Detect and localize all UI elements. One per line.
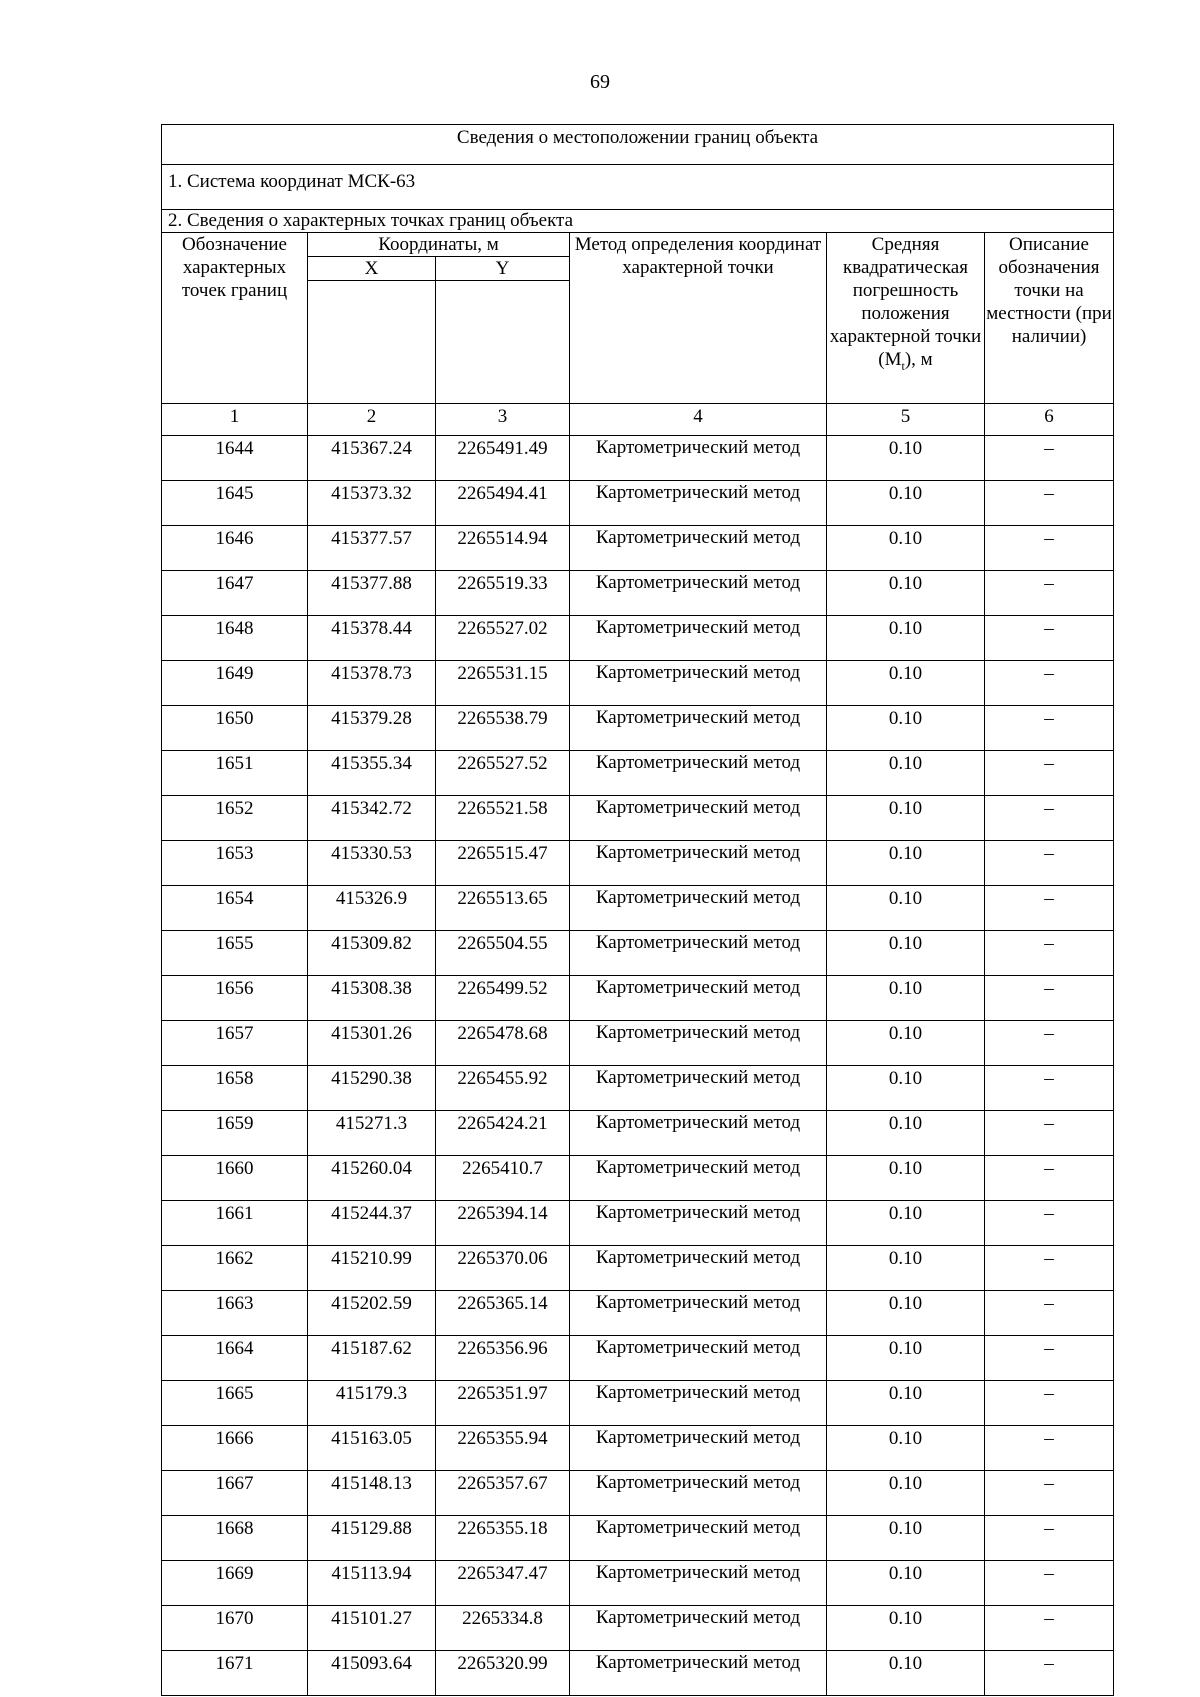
method-cell: Картометрический метод bbox=[570, 1561, 827, 1606]
header-x-spacer bbox=[308, 281, 436, 404]
description-cell: – bbox=[985, 1201, 1114, 1246]
point-number: 1651 bbox=[162, 751, 308, 796]
coord-y: 2265370.06 bbox=[436, 1246, 570, 1291]
coord-x: 415342.72 bbox=[308, 796, 436, 841]
subscript-t: t bbox=[901, 358, 905, 373]
table-row bbox=[162, 706, 1114, 751]
point-number: 1670 bbox=[162, 1606, 308, 1651]
coord-x: 415378.44 bbox=[308, 616, 436, 661]
coord-y: 2265478.68 bbox=[436, 1021, 570, 1066]
method-cell: Картометрический метод bbox=[570, 436, 827, 481]
point-number: 1644 bbox=[162, 436, 308, 481]
coord-y: 2265527.52 bbox=[436, 751, 570, 796]
description-cell: – bbox=[985, 976, 1114, 1021]
method-cell: Картометрический метод bbox=[570, 1291, 827, 1336]
coord-x: 415290.38 bbox=[308, 1066, 436, 1111]
coord-x: 415101.27 bbox=[308, 1606, 436, 1651]
table-row bbox=[162, 1381, 1114, 1426]
point-number: 1667 bbox=[162, 1471, 308, 1516]
coord-y: 2265521.58 bbox=[436, 796, 570, 841]
point-number: 1657 bbox=[162, 1021, 308, 1066]
description-cell: – bbox=[985, 436, 1114, 481]
coordinate-system-row bbox=[162, 165, 1114, 210]
error-cell: 0.10 bbox=[827, 796, 985, 841]
description-cell: – bbox=[985, 1156, 1114, 1201]
table-row bbox=[162, 1291, 1114, 1336]
error-cell: 0.10 bbox=[827, 1336, 985, 1381]
header-x: X bbox=[308, 257, 436, 281]
description-cell: – bbox=[985, 481, 1114, 526]
table-row bbox=[162, 1336, 1114, 1381]
method-cell: Картометрический метод bbox=[570, 1516, 827, 1561]
error-cell: 0.10 bbox=[827, 706, 985, 751]
point-number: 1665 bbox=[162, 1381, 308, 1426]
point-number: 1659 bbox=[162, 1111, 308, 1156]
coord-x: 415377.88 bbox=[308, 571, 436, 616]
description-cell: – bbox=[985, 841, 1114, 886]
coord-x: 415129.88 bbox=[308, 1516, 436, 1561]
point-number: 1648 bbox=[162, 616, 308, 661]
error-cell: 0.10 bbox=[827, 751, 985, 796]
header-error: Средняя квадратическая погрешность положения характерной точки $(M_t)$, м bbox=[827, 233, 985, 404]
error-cell: 0.10 bbox=[827, 1426, 985, 1471]
error-cell: 0.10 bbox=[827, 526, 985, 571]
method-cell: Картометрический метод bbox=[570, 1336, 827, 1381]
description-cell: – bbox=[985, 1471, 1114, 1516]
header-y-spacer bbox=[436, 281, 570, 404]
coord-y: 2265356.96 bbox=[436, 1336, 570, 1381]
method-cell: Картометрический метод bbox=[570, 1606, 827, 1651]
table-row bbox=[162, 1471, 1114, 1516]
description-cell: – bbox=[985, 571, 1114, 616]
point-number: 1649 bbox=[162, 661, 308, 706]
boundary-points-table bbox=[161, 124, 1114, 1696]
method-cell: Картометрический метод bbox=[570, 616, 827, 661]
description-cell: – bbox=[985, 886, 1114, 931]
page-number: 69 bbox=[590, 71, 610, 93]
point-number: 1654 bbox=[162, 886, 308, 931]
column-number: 4 bbox=[570, 404, 827, 436]
point-number: 1658 bbox=[162, 1066, 308, 1111]
point-number: 1661 bbox=[162, 1201, 308, 1246]
table-row bbox=[162, 1156, 1114, 1201]
coord-x: 415260.04 bbox=[308, 1156, 436, 1201]
coord-y: 2265347.47 bbox=[436, 1561, 570, 1606]
column-number: 6 bbox=[985, 404, 1114, 436]
point-number: 1660 bbox=[162, 1156, 308, 1201]
column-number: 5 bbox=[827, 404, 985, 436]
coord-y: 2265538.79 bbox=[436, 706, 570, 751]
coord-x: 415113.94 bbox=[308, 1561, 436, 1606]
description-cell: – bbox=[985, 1246, 1114, 1291]
error-cell: 0.10 bbox=[827, 886, 985, 931]
description-cell: – bbox=[985, 1291, 1114, 1336]
error-cell: 0.10 bbox=[827, 1246, 985, 1291]
coord-x: 415271.3 bbox=[308, 1111, 436, 1156]
table-row bbox=[162, 1426, 1114, 1471]
error-cell: 0.10 bbox=[827, 1156, 985, 1201]
header-y: Y bbox=[436, 257, 570, 281]
error-cell: 0.10 bbox=[827, 436, 985, 481]
coord-x: 415308.38 bbox=[308, 976, 436, 1021]
coord-y: 2265527.02 bbox=[436, 616, 570, 661]
description-cell: – bbox=[985, 616, 1114, 661]
table-title: Сведения о местоположении границ объекта bbox=[162, 125, 1114, 165]
table-row bbox=[162, 976, 1114, 1021]
error-cell: 0.10 bbox=[827, 1201, 985, 1246]
point-number: 1669 bbox=[162, 1561, 308, 1606]
method-cell: Картометрический метод bbox=[570, 661, 827, 706]
method-cell: Картометрический метод bbox=[570, 1471, 827, 1516]
table-row bbox=[162, 931, 1114, 976]
error-cell: 0.10 bbox=[827, 976, 985, 1021]
coord-x: 415244.37 bbox=[308, 1201, 436, 1246]
error-cell: 0.10 bbox=[827, 1561, 985, 1606]
point-number: 1671 bbox=[162, 1651, 308, 1696]
table-row bbox=[162, 1111, 1114, 1156]
error-cell: 0.10 bbox=[827, 841, 985, 886]
column-number: 2 bbox=[308, 404, 436, 436]
method-cell: Картометрический метод bbox=[570, 1066, 827, 1111]
coordinate-system: 1. Система координат МСК-63 bbox=[162, 165, 1114, 210]
coord-y: 2265491.49 bbox=[436, 436, 570, 481]
description-cell: – bbox=[985, 931, 1114, 976]
coord-x: 415326.9 bbox=[308, 886, 436, 931]
coord-x: 415093.64 bbox=[308, 1651, 436, 1696]
coord-y: 2265355.94 bbox=[436, 1426, 570, 1471]
point-number: 1645 bbox=[162, 481, 308, 526]
error-cell: 0.10 bbox=[827, 1066, 985, 1111]
method-cell: Картометрический метод bbox=[570, 1111, 827, 1156]
method-cell: Картометрический метод bbox=[570, 796, 827, 841]
error-cell: 0.10 bbox=[827, 1471, 985, 1516]
coord-y: 2265357.67 bbox=[436, 1471, 570, 1516]
description-cell: – bbox=[985, 1426, 1114, 1471]
description-cell: – bbox=[985, 1516, 1114, 1561]
table-row bbox=[162, 1561, 1114, 1606]
table-row bbox=[162, 571, 1114, 616]
table-row bbox=[162, 526, 1114, 571]
column-number: 1 bbox=[162, 404, 308, 436]
method-cell: Картометрический метод bbox=[570, 1246, 827, 1291]
table-row bbox=[162, 436, 1114, 481]
table-row bbox=[162, 751, 1114, 796]
point-number: 1656 bbox=[162, 976, 308, 1021]
coord-x: 415187.62 bbox=[308, 1336, 436, 1381]
description-cell: – bbox=[985, 1606, 1114, 1651]
error-cell: 0.10 bbox=[827, 1021, 985, 1066]
point-number: 1650 bbox=[162, 706, 308, 751]
coord-x: 415179.3 bbox=[308, 1381, 436, 1426]
coord-x: 415373.32 bbox=[308, 481, 436, 526]
error-cell: 0.10 bbox=[827, 661, 985, 706]
description-cell: – bbox=[985, 1651, 1114, 1696]
coord-x: 415330.53 bbox=[308, 841, 436, 886]
description-cell: – bbox=[985, 1021, 1114, 1066]
method-cell: Картометрический метод bbox=[570, 526, 827, 571]
description-cell: – bbox=[985, 526, 1114, 571]
point-number: 1646 bbox=[162, 526, 308, 571]
error-cell: 0.10 bbox=[827, 481, 985, 526]
point-number: 1655 bbox=[162, 931, 308, 976]
method-cell: Картометрический метод bbox=[570, 1156, 827, 1201]
description-cell: – bbox=[985, 751, 1114, 796]
coord-y: 2265514.94 bbox=[436, 526, 570, 571]
table-row bbox=[162, 841, 1114, 886]
coord-y: 2265424.21 bbox=[436, 1111, 570, 1156]
description-cell: – bbox=[985, 1066, 1114, 1111]
coord-y: 2265355.18 bbox=[436, 1516, 570, 1561]
coord-y: 2265394.14 bbox=[436, 1201, 570, 1246]
description-cell: – bbox=[985, 706, 1114, 751]
coord-y: 2265320.99 bbox=[436, 1651, 570, 1696]
coord-y: 2265494.41 bbox=[436, 481, 570, 526]
table-row bbox=[162, 1246, 1114, 1291]
error-cell: 0.10 bbox=[827, 1606, 985, 1651]
method-cell: Картометрический метод bbox=[570, 1021, 827, 1066]
description-cell: – bbox=[985, 1336, 1114, 1381]
coord-x: 415202.59 bbox=[308, 1291, 436, 1336]
coord-x: 415210.99 bbox=[308, 1246, 436, 1291]
table-row bbox=[162, 1651, 1114, 1696]
table-row bbox=[162, 661, 1114, 706]
point-number: 1663 bbox=[162, 1291, 308, 1336]
description-cell: – bbox=[985, 1111, 1114, 1156]
column-number: 3 bbox=[436, 404, 570, 436]
table-row bbox=[162, 1021, 1114, 1066]
table-row bbox=[162, 1066, 1114, 1111]
method-cell: Картометрический метод bbox=[570, 571, 827, 616]
error-cell: 0.10 bbox=[827, 1111, 985, 1156]
coord-y: 2265410.7 bbox=[436, 1156, 570, 1201]
coord-y: 2265513.65 bbox=[436, 886, 570, 931]
description-cell: – bbox=[985, 796, 1114, 841]
error-cell: 0.10 bbox=[827, 571, 985, 616]
coord-x: 415355.34 bbox=[308, 751, 436, 796]
header-point-designation: Обозначение характерных точек границ bbox=[162, 233, 308, 404]
table-row bbox=[162, 616, 1114, 661]
header-row bbox=[162, 233, 1114, 257]
coord-y: 2265515.47 bbox=[436, 841, 570, 886]
error-cell: 0.10 bbox=[827, 1291, 985, 1336]
error-cell: 0.10 bbox=[827, 1516, 985, 1561]
point-number: 1664 bbox=[162, 1336, 308, 1381]
method-cell: Картометрический метод bbox=[570, 841, 827, 886]
point-number: 1668 bbox=[162, 1516, 308, 1561]
coord-y: 2265365.14 bbox=[436, 1291, 570, 1336]
coord-x: 415377.57 bbox=[308, 526, 436, 571]
header-method: Метод определения координат характерной точки bbox=[570, 233, 827, 404]
table-row bbox=[162, 796, 1114, 841]
method-cell: Картометрический метод bbox=[570, 1381, 827, 1426]
coord-y: 2265531.15 bbox=[436, 661, 570, 706]
table-row bbox=[162, 886, 1114, 931]
coord-x: 415163.05 bbox=[308, 1426, 436, 1471]
coord-x: 415367.24 bbox=[308, 436, 436, 481]
method-cell: Картометрический метод bbox=[570, 1651, 827, 1696]
error-cell: 0.10 bbox=[827, 1381, 985, 1426]
error-cell: 0.10 bbox=[827, 616, 985, 661]
description-cell: – bbox=[985, 1561, 1114, 1606]
header-description: Описание обозначения точки на местности (при наличии) bbox=[985, 233, 1114, 404]
coord-y: 2265504.55 bbox=[436, 931, 570, 976]
error-cell: 0.10 bbox=[827, 931, 985, 976]
point-number: 1653 bbox=[162, 841, 308, 886]
method-cell: Картометрический метод bbox=[570, 481, 827, 526]
method-cell: Картометрический метод bbox=[570, 751, 827, 796]
point-number: 1662 bbox=[162, 1246, 308, 1291]
method-cell: Картометрический метод bbox=[570, 1201, 827, 1246]
points-info: 2. Сведения о характерных точках границ объекта bbox=[162, 210, 1114, 233]
coord-x: 415379.28 bbox=[308, 706, 436, 751]
table-row bbox=[162, 481, 1114, 526]
coord-y: 2265519.33 bbox=[436, 571, 570, 616]
coord-y: 2265334.8 bbox=[436, 1606, 570, 1651]
point-number: 1666 bbox=[162, 1426, 308, 1471]
coord-y: 2265455.92 bbox=[436, 1066, 570, 1111]
method-cell: Картометрический метод bbox=[570, 931, 827, 976]
table-title-row bbox=[162, 125, 1114, 165]
method-cell: Картометрический метод bbox=[570, 886, 827, 931]
header-coordinates: Координаты, м bbox=[308, 233, 570, 257]
method-cell: Картометрический метод bbox=[570, 706, 827, 751]
table-row bbox=[162, 1201, 1114, 1246]
description-cell: – bbox=[985, 1381, 1114, 1426]
point-number: 1647 bbox=[162, 571, 308, 616]
coord-y: 2265499.52 bbox=[436, 976, 570, 1021]
coord-x: 415301.26 bbox=[308, 1021, 436, 1066]
point-number: 1652 bbox=[162, 796, 308, 841]
points-info-row bbox=[162, 210, 1114, 233]
column-number-row bbox=[162, 404, 1114, 436]
coord-x: 415378.73 bbox=[308, 661, 436, 706]
coord-x: 415148.13 bbox=[308, 1471, 436, 1516]
description-cell: – bbox=[985, 661, 1114, 706]
table-row bbox=[162, 1516, 1114, 1561]
coord-x: 415309.82 bbox=[308, 931, 436, 976]
table-row bbox=[162, 1606, 1114, 1651]
error-cell: 0.10 bbox=[827, 1651, 985, 1696]
method-cell: Картометрический метод bbox=[570, 1426, 827, 1471]
coord-y: 2265351.97 bbox=[436, 1381, 570, 1426]
method-cell: Картометрический метод bbox=[570, 976, 827, 1021]
